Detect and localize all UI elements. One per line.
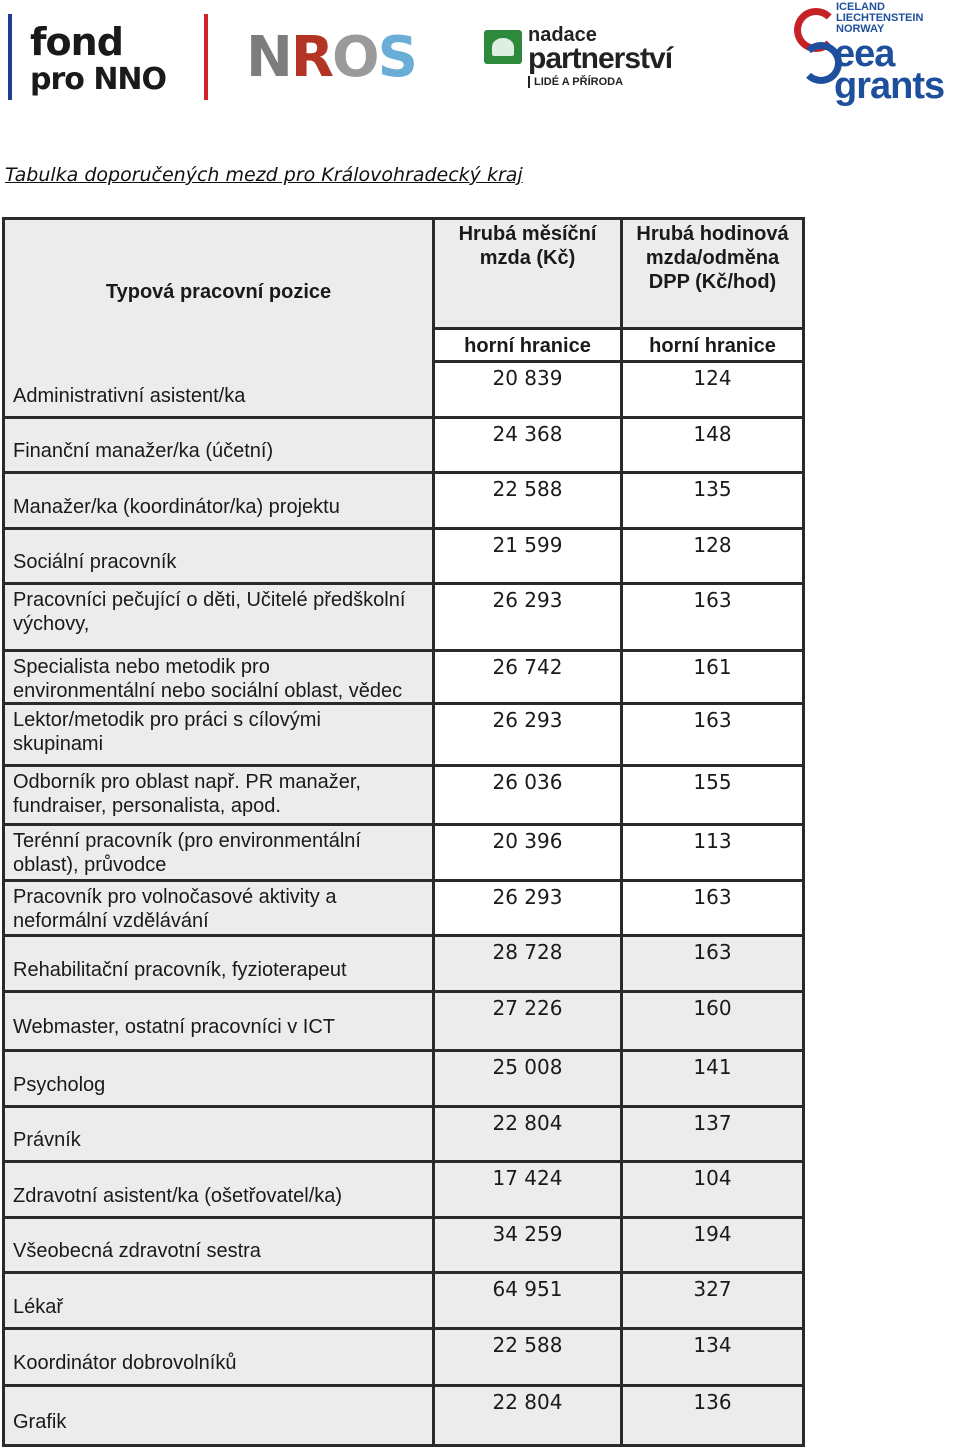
monthly-wage-cell	[435, 1387, 623, 1447]
nadace-partnerstvi-logo	[484, 26, 694, 92]
hourly-wage-value: 163	[693, 940, 732, 964]
position-cell	[2, 585, 435, 652]
position-cell	[2, 419, 435, 474]
nros-letter-n: N	[246, 25, 291, 90]
monthly-wage-cell	[435, 419, 623, 474]
nadace-emblem-icon	[484, 30, 522, 64]
monthly-wage-value: 26 293	[492, 588, 563, 612]
table-row	[2, 1330, 805, 1387]
header-monthly-line2: mzda (Kč)	[479, 247, 576, 269]
hourly-wage-value: 160	[693, 996, 732, 1020]
eea-logo-line2: grants	[834, 65, 945, 107]
position-cell	[2, 1108, 435, 1163]
position-cell	[2, 530, 435, 585]
fond-logo-line1: fond	[30, 20, 123, 64]
monthly-wage-value: 20 839	[492, 366, 563, 390]
monthly-wage-value: 25 008	[492, 1055, 563, 1079]
subheader-cell-hourly	[623, 330, 805, 363]
hourly-wage-value: 163	[693, 885, 732, 909]
position-cell	[2, 826, 435, 882]
hourly-wage-cell	[623, 767, 805, 826]
monthly-wage-value: 17 424	[492, 1166, 563, 1190]
position-label-line2: výchovy,	[13, 613, 90, 635]
hourly-wage-value: 163	[693, 708, 732, 732]
hourly-wage-value: 113	[693, 829, 732, 853]
table-subheader-row	[2, 330, 805, 363]
header-hourly-line2: mzda/odměna	[645, 247, 780, 269]
position-label-line2: neformální vzdělávání	[13, 910, 209, 932]
position-cell	[2, 882, 435, 937]
position-label-line1: Koordinátor dobrovolníků	[13, 1352, 237, 1374]
nros-logo	[246, 25, 456, 90]
table-row	[2, 826, 805, 882]
hourly-wage-cell	[623, 530, 805, 585]
table-row	[2, 652, 805, 705]
hourly-wage-value: 136	[693, 1390, 732, 1414]
monthly-wage-cell	[435, 826, 623, 882]
monthly-wage-cell	[435, 1274, 623, 1330]
table-row	[2, 1274, 805, 1330]
position-label-line1: Lékař	[13, 1296, 64, 1318]
monthly-wage-cell	[435, 937, 623, 993]
position-label-line1: Pracovníci pečující o děti, Učitelé předškolní	[13, 589, 406, 611]
hourly-wage-value: 141	[693, 1055, 732, 1079]
monthly-wage-cell	[435, 530, 623, 585]
table-row	[2, 705, 805, 767]
hourly-wage-cell	[623, 474, 805, 530]
header-cell-hourly	[623, 217, 805, 330]
hourly-wage-cell	[623, 826, 805, 882]
position-label-line1: Všeobecná zdravotní sestra	[13, 1240, 261, 1262]
eea-country: NORWAY	[836, 23, 885, 35]
position-label-line2: fundraiser, personalista, apod.	[13, 795, 281, 817]
subheader-hourly-label: horní hranice	[649, 335, 776, 357]
eea-grants-logo	[790, 2, 956, 110]
monthly-wage-cell	[435, 652, 623, 705]
hourly-wage-cell	[623, 705, 805, 767]
hourly-wage-value: 327	[693, 1277, 732, 1301]
position-label-line1: Manažer/ka (koordinátor/ka) projektu	[13, 496, 340, 518]
hourly-wage-cell	[623, 419, 805, 474]
table-row	[2, 882, 805, 937]
eea-country: LIECHTENSTEIN	[836, 12, 924, 24]
position-label-line1: Terénní pracovník (pro environmentální	[13, 830, 361, 852]
monthly-wage-cell	[435, 585, 623, 652]
position-cell	[2, 363, 435, 419]
nadace-logo-line1: nadace	[528, 24, 597, 46]
position-label-line1: Sociální pracovník	[13, 551, 177, 573]
nros-logo-text	[246, 25, 416, 90]
position-label-line1: Zdravotní asistent/ka (ošetřovatel/ka)	[13, 1185, 343, 1207]
monthly-wage-value: 22 804	[492, 1111, 563, 1135]
monthly-wage-value: 28 728	[492, 940, 563, 964]
table-row	[2, 993, 805, 1052]
monthly-wage-cell	[435, 1108, 623, 1163]
hourly-wage-value: 124	[693, 366, 732, 390]
position-label-line2: oblast), průvodce	[13, 854, 167, 876]
monthly-wage-value: 26 293	[492, 708, 563, 732]
hourly-wage-cell	[623, 937, 805, 993]
monthly-wage-cell	[435, 474, 623, 530]
table-row	[2, 1163, 805, 1219]
position-cell	[2, 1274, 435, 1330]
hourly-wage-value: 135	[693, 477, 732, 501]
position-label-line1: Administrativní asistent/ka	[13, 385, 246, 407]
hourly-wage-value: 194	[693, 1222, 732, 1246]
position-label-line1: Právník	[13, 1129, 81, 1151]
table-row	[2, 363, 805, 419]
hourly-wage-value: 134	[693, 1333, 732, 1357]
monthly-wage-value: 24 368	[492, 422, 563, 446]
position-label-line1: Odborník pro oblast např. PR manažer,	[13, 771, 361, 793]
hourly-wage-cell	[623, 882, 805, 937]
table-row	[2, 1108, 805, 1163]
header-hourly-line1: Hrubá hodinová	[636, 223, 789, 245]
nadace-logo-line2: partnerství	[528, 42, 673, 75]
monthly-wage-cell	[435, 1052, 623, 1108]
table-row	[2, 585, 805, 652]
monthly-wage-value: 22 588	[492, 477, 563, 501]
hourly-wage-cell	[623, 993, 805, 1052]
position-label-line1: Rehabilitační pracovník, fyzioterapeut	[13, 959, 347, 981]
position-label-line1: Grafik	[13, 1411, 67, 1433]
salary-table-body	[2, 217, 805, 1449]
hourly-wage-cell	[623, 1108, 805, 1163]
monthly-wage-value: 26 742	[492, 655, 563, 679]
position-label-line1: Finanční manažer/ka (účetní)	[13, 440, 274, 462]
table-row	[2, 1052, 805, 1108]
hourly-wage-cell	[623, 1052, 805, 1108]
table-header-row	[2, 217, 805, 330]
fond-logo-line2: pro NNO	[30, 62, 167, 97]
table-row	[2, 767, 805, 826]
monthly-wage-value: 21 599	[492, 533, 563, 557]
table-row	[2, 1387, 805, 1447]
position-cell	[2, 1163, 435, 1219]
monthly-wage-value: 22 804	[492, 1390, 563, 1414]
position-label-line1: Lektor/metodik pro práci s cílovými	[13, 709, 321, 731]
position-label-line2: skupinami	[13, 733, 104, 755]
logo-bar-red	[204, 14, 208, 100]
position-cell	[2, 767, 435, 826]
position-cell	[2, 705, 435, 767]
subheader-cell-monthly	[435, 330, 623, 363]
position-label-line1: Pracovník pro volnočasové aktivity a	[13, 886, 337, 908]
monthly-wage-cell	[435, 767, 623, 826]
table-row	[2, 530, 805, 585]
hourly-wage-cell	[623, 1330, 805, 1387]
nros-letter-r: R	[290, 25, 332, 90]
table-row	[2, 937, 805, 993]
monthly-wage-cell	[435, 705, 623, 767]
monthly-wage-value: 27 226	[492, 996, 563, 1020]
position-label-line1: Webmaster, ostatní pracovníci v ICT	[13, 1016, 335, 1038]
document-title: Tabulka doporučených mezd pro Královohradecký kraj	[5, 164, 523, 186]
subheader-monthly-label: horní hranice	[464, 335, 591, 357]
table-row	[2, 474, 805, 530]
monthly-wage-value: 34 259	[492, 1222, 563, 1246]
hourly-wage-cell	[623, 1387, 805, 1447]
salary-table	[2, 217, 805, 1449]
monthly-wage-value: 64 951	[492, 1277, 563, 1301]
monthly-wage-value: 26 293	[492, 885, 563, 909]
nros-letter-o: O	[332, 25, 378, 90]
eea-country: ICELAND	[836, 1, 885, 13]
hourly-wage-value: 155	[693, 770, 732, 794]
eea-emblem-icon	[790, 2, 832, 82]
hourly-wage-value: 104	[693, 1166, 732, 1190]
nros-letter-s: S	[377, 25, 416, 90]
table-row	[2, 1219, 805, 1274]
monthly-wage-value: 22 588	[492, 1333, 563, 1357]
position-cell	[2, 1219, 435, 1274]
hourly-wage-value: 137	[693, 1111, 732, 1135]
header-position-label: Typová pracovní pozice	[105, 281, 332, 303]
monthly-wage-cell	[435, 882, 623, 937]
position-cell	[2, 652, 435, 705]
hourly-wage-cell	[623, 1163, 805, 1219]
position-cell	[2, 1330, 435, 1387]
table-row	[2, 419, 805, 474]
nadace-logo-line3: LIDÉ A PŘÍRODA	[528, 76, 623, 88]
position-cell	[2, 1052, 435, 1108]
hourly-wage-value: 148	[693, 422, 732, 446]
position-label-line2: environmentální nebo sociální oblast, vědec	[13, 680, 403, 702]
monthly-wage-value: 26 036	[492, 770, 563, 794]
monthly-wage-cell	[435, 993, 623, 1052]
monthly-wage-cell	[435, 1163, 623, 1219]
hourly-wage-cell	[623, 363, 805, 419]
logo-bar-blue	[8, 14, 12, 100]
eea-countries	[836, 2, 923, 35]
hourly-wage-cell	[623, 1274, 805, 1330]
position-cell	[2, 937, 435, 993]
header-monthly-line1: Hrubá měsíční	[458, 223, 597, 245]
hourly-wage-value: 161	[693, 655, 732, 679]
monthly-wage-cell	[435, 363, 623, 419]
hourly-wage-cell	[623, 585, 805, 652]
hourly-wage-cell	[623, 1219, 805, 1274]
position-cell	[2, 1387, 435, 1447]
eea-logo-line1: eea	[834, 33, 895, 75]
header-hourly-line3: DPP (Kč/hod)	[648, 271, 777, 293]
position-label-line1: Psycholog	[13, 1074, 106, 1096]
position-cell	[2, 993, 435, 1052]
monthly-wage-cell	[435, 1219, 623, 1274]
position-cell	[2, 474, 435, 530]
monthly-wage-cell	[435, 1330, 623, 1387]
monthly-wage-value: 20 396	[492, 829, 563, 853]
hourly-wage-cell	[623, 652, 805, 705]
position-label-line1: Specialista nebo metodik pro	[13, 656, 270, 678]
hourly-wage-value: 128	[693, 533, 732, 557]
hourly-wage-value: 163	[693, 588, 732, 612]
fond-pro-nno-logo	[8, 14, 208, 100]
header-cell-monthly	[435, 217, 623, 330]
